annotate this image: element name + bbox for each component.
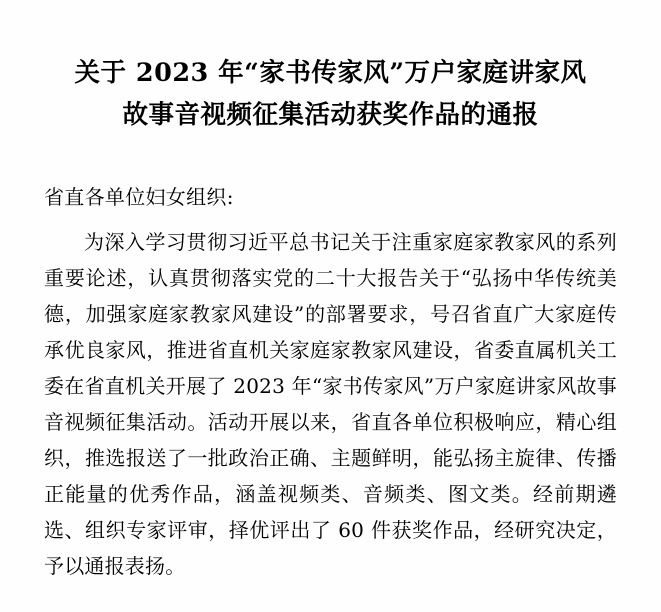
- document-title-line-1: 关于 2023 年“家书传家风”万户家庭讲家风: [74, 58, 587, 88]
- document-paragraph-1: 为深入学习贯彻习近平总书记关于注重家庭家教家风的系列重要论述，认真贯彻落实党的二十大报告关于“弘扬中华传统美德，加强家庭家教家风建设”的部署要求，号召省直广大家庭传承优良家风，推进省直机关家庭家教家风建设，省委直属机关工委在省直机关开展了 2023 年“家书传家风”万户家庭讲家风故事音视频征集活动。活动开展以来，省直各单位积极响应，精心组织，推选报送了一批政治正确、主题鲜明，能弘扬主旋律、传播正能量的优秀作品，涵盖视频类、音频类、图文类。经前期遴选、组织专家评审，择优评出了 60 件获奖作品，经研究决定，予以通报表扬。: [44, 230, 617, 578]
- document-salutation: 省直各单位妇女组织:: [44, 185, 234, 209]
- document-title: [44, 52, 617, 136]
- document-title-line-2: 故事音视频征集活动获奖作品的通报: [122, 100, 539, 130]
- document-body: [44, 224, 617, 584]
